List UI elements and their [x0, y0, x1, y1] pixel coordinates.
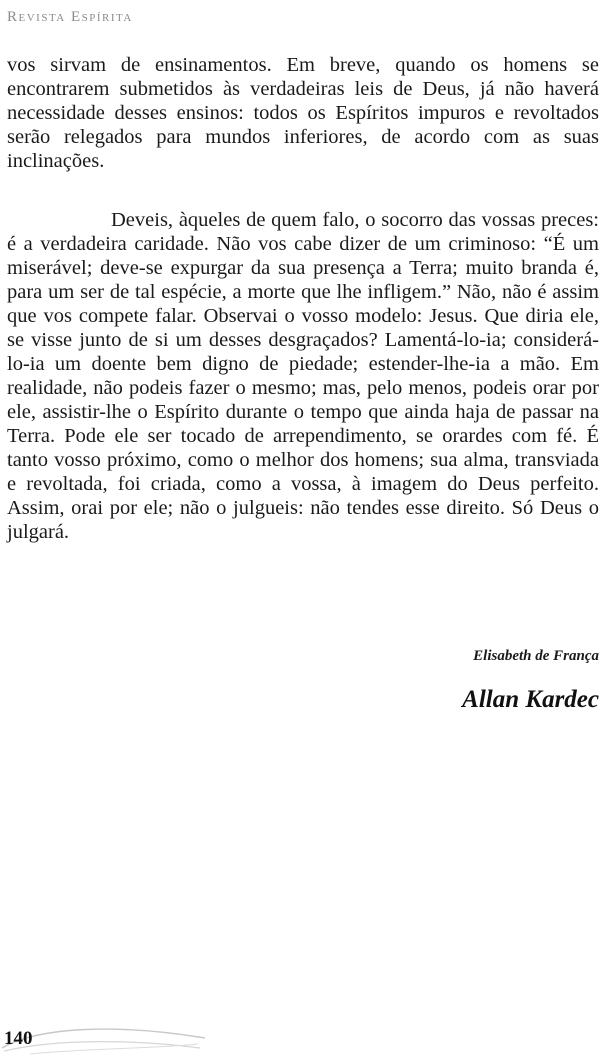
paragraph-2: Deveis, àqueles de quem falo, o socorro das vossas preces: é a verdadeira caridade. Não vos cabe dizer de um criminoso: “É um miserável; deve-se expurgar da sua presença a Terra; muito branda é, para um ser de tal espécie, a morte que lhe infligem.” Não, não é assim que vos compete falar. Observai o vosso modelo: Jesus. Que diria ele, se visse junto de si um desses desgraçados? Lamentá-lo-ia; considerá-lo-ia um doente bem digno de piedade; estender-lhe-ia a mão. Em realidade, não podeis fazer o mesmo; mas, pelo menos, podeis orar por ele, assistir-lhe o Espírito durante o tempo que ainda haja de passar na Terra. Pode ele ser tocado de arrependimento, se orardes com fé. É tanto vosso próximo, como o melhor dos homens; sua alma, transviada e revoltada, foi criada, como a vossa, à imagem do Deus perfeito. Assim, orai por ele; não o julgueis: não tendes esse direito. Só Deus o julgará. — [7, 209, 599, 543]
running-header: Revista Espírita — [7, 9, 133, 25]
page-number: 140 — [4, 1028, 33, 1049]
paragraph-1: vos sirvam de ensinamentos. Em breve, quando os homens se encontrarem submetidos às verdadeiras leis de Deus, já não haverá necessidade desses ensinos: todos os Espíritos impuros e revoltados serão relegados para mundos inferiores, de acordo com as suas inclinações. — [7, 54, 599, 172]
spirit-signature: Elisabeth de França — [473, 648, 599, 664]
editor-signature: Allan Kardec — [462, 686, 599, 713]
